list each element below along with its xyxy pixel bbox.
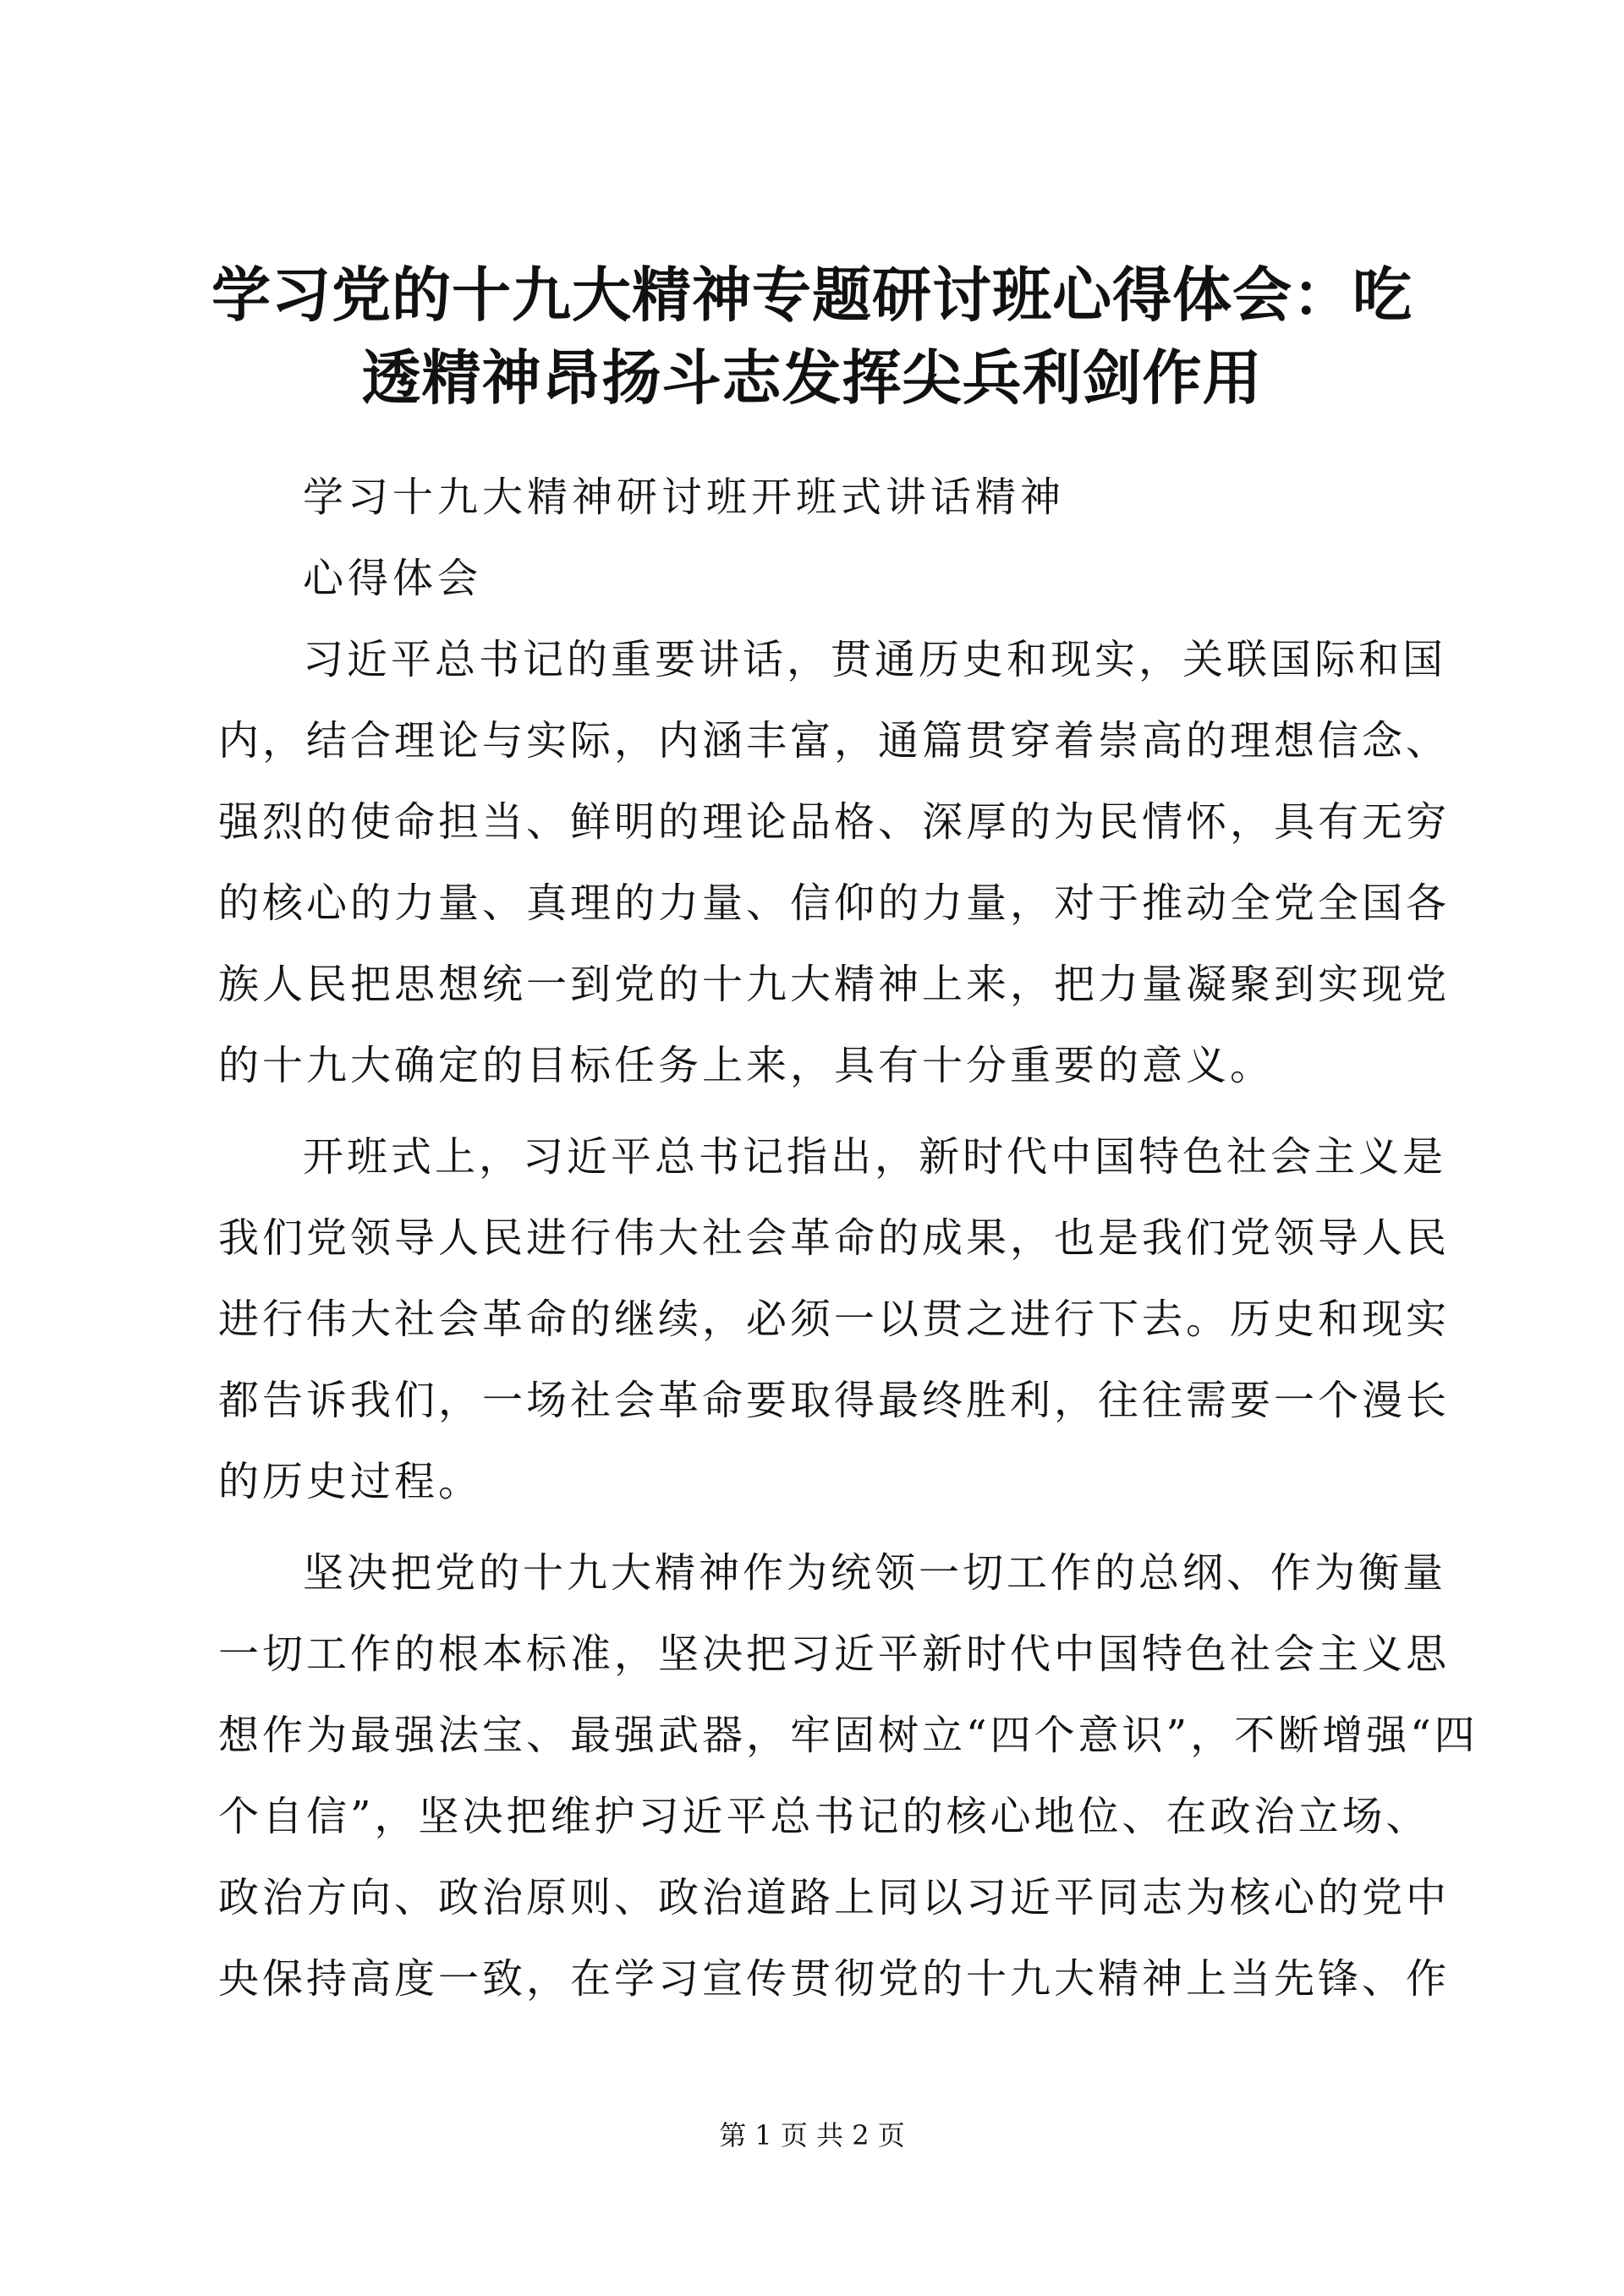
title-line-1: 学习党的十九大精神专题研讨班心得体会：吃 — [211, 260, 1413, 330]
page-footer: 第 1 页 共 2 页 — [719, 2119, 905, 2151]
paragraph-2 — [218, 1116, 1451, 1522]
paragraph-1-line-1: 习近平总书记的重要讲话，贯通历史和现实，关联国际和国 — [303, 636, 1447, 683]
paragraph-2-line-3: 进行伟大社会革命的继续，必须一以贯之进行下去。历史和现实 — [218, 1296, 1451, 1343]
subtitle-line-1: 学习十九大精神研讨班开班式讲话精神 — [303, 474, 1066, 521]
paragraph-1-line-5: 族人民把思想统一到党的十九大精神上来，把力量凝聚到实现党 — [218, 961, 1451, 1008]
paragraph-3-line-1: 坚决把党的十九大精神作为统领一切工作的总纲、作为衡量 — [303, 1549, 1447, 1597]
document-title — [211, 254, 1413, 419]
paragraph-2-line-4: 都告诉我们，一场社会革命要取得最终胜利，往往需要一个漫长 — [218, 1377, 1451, 1424]
paragraph-3-line-3: 想作为最强法宝、最强武器，牢固树立“四个意识”，不断增强“四 — [218, 1712, 1479, 1759]
paragraph-3-line-5: 政治方向、政治原则、政治道路上同以习近平同志为核心的党中 — [218, 1874, 1451, 1921]
paragraph-1-line-6: 的十九大确定的目标任务上来，具有十分重要的意义。 — [218, 1042, 1275, 1089]
paragraph-1 — [218, 619, 1451, 1106]
paragraph-1-line-4: 的核心的力量、真理的力量、信仰的力量，对于推动全党全国各 — [218, 879, 1451, 927]
paragraph-2-line-1: 开班式上，习近平总书记指出，新时代中国特色社会主义是 — [303, 1133, 1447, 1181]
paragraph-3 — [218, 1532, 1479, 2019]
paragraph-3-line-6: 央保持高度一致，在学习宣传贯彻党的十九大精神上当先锋、作 — [218, 1955, 1451, 2003]
subtitle-line-2: 心得体会 — [303, 555, 483, 602]
paragraph-1-line-2: 内，结合理论与实际，内涵丰富，通篇贯穿着崇高的理想信念、 — [218, 717, 1451, 764]
paragraph-1-line-3: 强烈的使命担当、鲜明的理论品格、深厚的为民情怀，具有无穷 — [218, 798, 1451, 846]
document-body — [218, 457, 1479, 2030]
paragraph-3-line-4: 个自信”，坚决把维护习近平总书记的核心地位、在政治立场、 — [218, 1793, 1430, 1840]
paragraph-2-line-5: 的历史过程。 — [218, 1458, 483, 1505]
paragraph-2-line-2: 我们党领导人民进行伟大社会革命的成果，也是我们党领导人民 — [218, 1214, 1451, 1262]
document-subtitle — [218, 457, 1411, 619]
paragraph-3-line-2: 一切工作的根本标准，坚决把习近平新时代中国特色社会主义思 — [218, 1630, 1451, 1678]
title-line-2: 透精神昂扬斗志发挥尖兵利剑作用 — [361, 342, 1263, 413]
